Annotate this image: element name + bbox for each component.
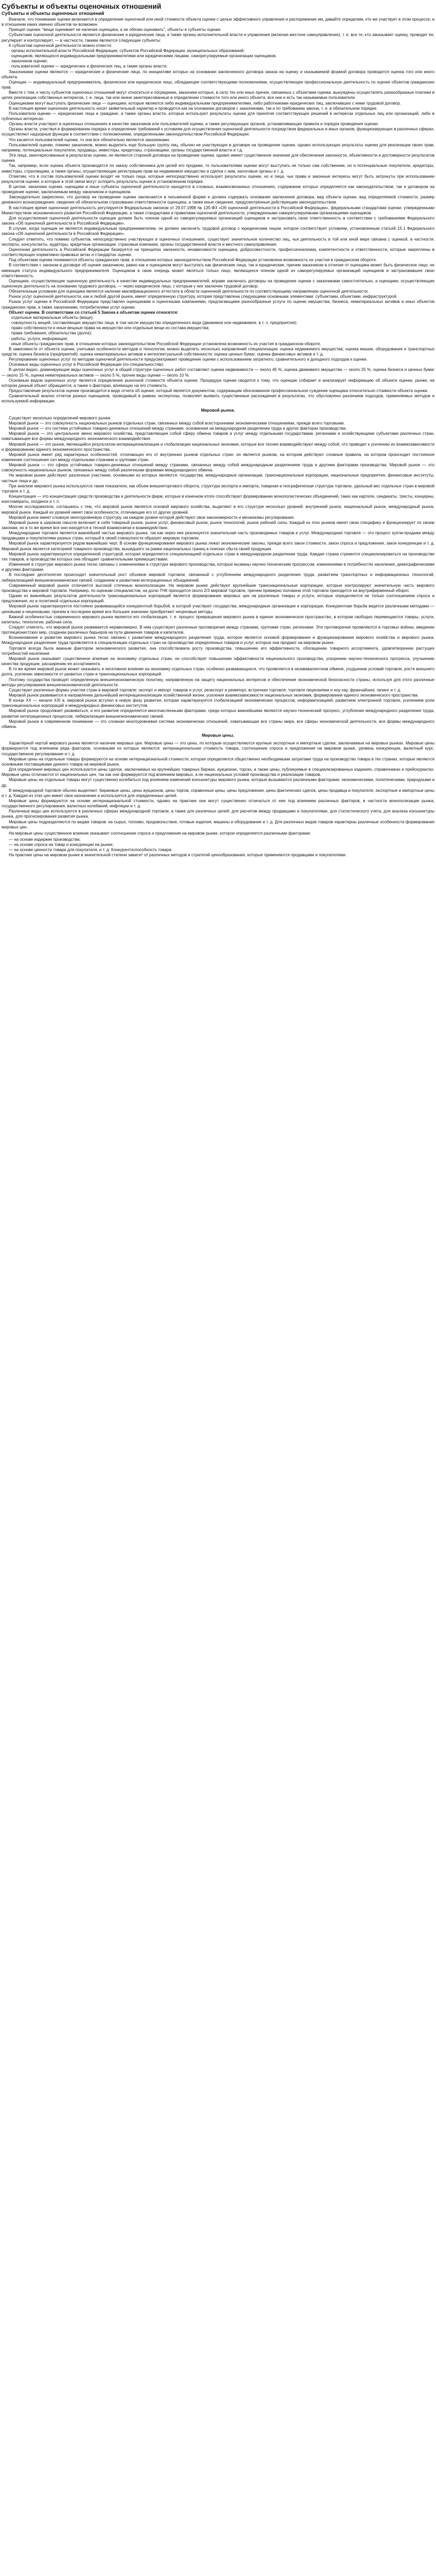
paragraph: Органы власти участвуют в оценочных отношениях в качестве заказчиков или пользователей оценки, а также регулирующих органов, устанавливающих правила и порядок проведения оценки. [9,122,379,127]
paragraph: Современный мировой рынок отличается высокой степенью монополизации. На мировом рынке действуют крупнейшие транснациональные корпорации, которые контролируют значительную часть мирового производства и мировой торговли. Например, по оценкам специалистов, на долю ТНК приходится около 2/3 мировой торговли, причем примерно половина этой торговли приходится на внутрифирменный оборот. [2,583,434,593]
paragraph: Мировой рынок характеризуется постоянно развивающейся конкурентной борьбой, в которой участвуют государства, международные организации и корпорации. Конкурентная борьба ведется различными методами — ценовыми и неценовыми, причем в последнее время все большее значение приобретают неценовые методы. [2,604,434,614]
page-title: Субъекты и объекты оценочных отношений [2,2,162,10]
paragraph: Поэтому государства проводят определенную внешнеэкономическую политику, направленную на защиту национальных интересов и обеспечение экономической безопасности страны, используя для этого различные методы регулирования внешнеэкономической деятельности. [2,677,434,687]
paragraph: Следует отметить, что помимо субъектов, непосредственно участвующих в оценочных отношениях, существует значительное количество лиц, чья деятельность в той или иной мере связана с оценкой, в частности: эксперты, консультанты, аудиторы, кредитные организации, страховые компании, органы государственной власти и местного самоуправления. [2,236,434,247]
section-heading: Мировой рынок. [201,408,235,413]
paragraph: Что касается пользователей оценки, то они все обязательно являются заказчиками. [9,137,170,142]
paragraph: Регулирование оценочных услуг по методам оценочной деятельности предусматривает проведение оценки с использованием затратного, сравнительного и доходного подходов к оценке. [9,357,368,362]
page-subtitle: Субъекты и объекты оценочных отношений [2,11,104,16]
paragraph: Рынок услуг оценки в Российской Федерации представлен оценщиками и оценочными компаниями, предлагающими разнообразные услуги по оценке имущества, бизнеса, нематериальных активов и иных объектов гражданских прав, а также заказчиками, потребителями услуг оценки. [2,299,434,310]
paragraph: Основным видом оценочных услуг является определение рыночной стоимости объекта оценки. Процедура оценки сводится к тому, что оценщик собирает и анализирует информацию об объекте оценки, рынке, на котором данный объект обращается, а также о факторах, влияющих на его стоимость. [2,378,434,388]
paragraph: Мировой рынок характеризуется рядом важнейших черт. В основе функционирования мирового рынка лежат экономические законы, прежде всего закон стоимости, закон спроса и предложения, закон конкуренции и т. д. Мировой рынок является категорией товарного производства, вышедшего за рамки национальных границ в поисках сбыта своей продукции. [2,541,434,551]
paragraph: · отдельные материальные объекты (вещи); [9,315,94,320]
paragraph: Мировые цены формируются на основе интернациональной стоимости, однако на практике они могут существенно отличаться от нее под влиянием различных факторов, в частности монополизации рынка, государственного регулирования, валютных колебаний, инфляции и т. д. [2,798,434,809]
paragraph: Заказчиками оценки являются — юридические и физические лица, по инициативе которых на основании заключенного договора заказа на оценку и оказываемой формой договора проводится оценка того или иного объекта. [2,69,434,79]
paragraph: Следует отметить, что мировой рынок развивается неравномерно. В нем существуют различные противоречия между странами, группами стран, регионами. Эти противоречия проявляются в торговых войнах, введении протекционистских мер, создании различных барьеров на пути движения товаров и капиталов. [2,624,434,635]
paragraph: Предоставление результатов оценки производится в виде отчета об оценке, который является документом, содержащим обоснованное профессиональное суждение оценщика относительно стоимости объекта оценки. [9,388,429,394]
paragraph: Концентрация — это концентрация средств производства и деятельности фирм, которые в конечном итоге способствуют формированию монополистических объединений, таких как картели, синдикаты, тресты, концерны, конгломераты, холдинги и т. п. [2,494,434,504]
paragraph: · пользователей оценки — юридических и физических лиц, а также органы власти. [9,64,168,69]
paragraph: Так, например, если оценка объекта производится по заказу собственника для целей его продажи, то пользователями оценки могут выступать не только сам собственник, но и потенциальные покупатели, кредиторы, инвесторы, страховщики, а также органы, осуществляющие регистрацию прав на недвижимое имущество и сделок с ним, налоговые органы и т. д. [2,163,434,174]
paragraph: Вместе с тем, к числу субъектов оценочных отношений могут относиться и посредники, заказчики которых, в силу тех или иных причин, связанных с объектами оценки, вынуждены осуществлять разнообразные платежи в целях реализации собственных интересов, т. е. лица, так или иначе заинтересованные в определении стоимости того или иного объекта, все они и есть так называемые пользователи. [2,90,434,100]
paragraph: Принцип оценки: "вещи оценивает не наличие оценщика, а не обязан оценивать", объекты и субъекты оценки. [9,27,222,32]
paragraph: Одним из важнейших результатов деятельности транснациональных корпораций является формирование мировых цен на различные товары и услуги, которые определяются не только соотношением спроса и предложения, но и политикой отдельных корпораций. [2,594,434,604]
paragraph: Основные виды оценочных услуг в Российской Федерации (по специальностям): [9,362,164,367]
paragraph: Для осуществления оценочной деятельности оценщик должен быть членом одной из саморегулируемых организаций оценщиков и застраховать свою ответственность в соответствии с требованиями Федерального закона «Об оценочной деятельности в Российской Федерации». [2,215,434,226]
paragraph: · оценщиков, являющихся индивидуальными предпринимателями или юридическими лицами, саморегулируемые организации оценщиков; [9,54,277,59]
paragraph: К субъектам оценочной деятельности можно отнести: [9,43,112,48]
paragraph: В целом видно, доминирующие виды оценочных услуг в общей структуре оценочных работ составляют оценка недвижимости — около 45 %, оценка движимого имущества — около 25 %, оценка бизнеса и ценных бумаг — около 15 %, оценка нематериальных активов — около 5 %, прочие виды оценки — около 10 %. [2,367,434,378]
paragraph: В международной торговле обычно выделяют: биржевые цены, цены аукционов, цены торгов, справочные цены, цены предложения, цены фактических сделок, цены продавца и покупателя, экспортные и импортные цены и т. д. Каждая из этих цен имеет свое назначение и используется для определенных целей. [2,788,434,798]
paragraph: Мировой рынок в современном понимании — это сложная многоуровневая система экономических отношений, охватывающая все страны мира, все сферы экономической деятельности, все формы международного обмена. [2,719,434,729]
paragraph: Различные виды цен используются в различных сферах международной торговли, а также для различных целей: для расчетов между продавцами и покупателями, для статистического учета, для анализа конъюнктуры рынка, для прогнозирования развития рынка. [2,809,434,819]
document-page [0,0,436,858]
paragraph: Мировой рынок — это сфера устойчивых товарно-денежных отношений между странами, связанных между собой международным разделением труда и другими факторами производства. Мировой рынок — это совокупность национальных рынков, связанных между собой различными формами международного обмена. [2,463,434,473]
paragraph: При анализе мирового рынка используются такие показатели, как объем внешнеторгового оборота, структура экспорта и импорта, товарная и географическая структура торговли, удельный вес отдельных стран в мировой торговле и т. д. [2,483,434,494]
paragraph: Возникновение и развитие мирового рынка тесно связано с развитием международного разделения труда, которое является основой формирования и функционирования мирового хозяйства и мирового рынка. Международное разделение труда проявляется в специализации отдельных стран на производстве определенных товаров и услуг, которые они продают на мировом рынке. [2,635,434,646]
paragraph: На мировые цены существенное влияние оказывает соотношение спроса и предложения на мировом рынке, которое определяется различными факторами: [9,831,311,836]
paragraph: Мировые цены подразделяются по видам товаров: на сырье, топливо, продовольствие, готовые изделия, машины и оборудование и т. д. Для различных видов товаров характерны различные особенности формирования мировых цен. [2,819,434,829]
paragraph: В то же время мировой рынок может оказывать и негативное влияние на экономику отдельных стран, особенно развивающихся, что проявляется в неэквивалентном обмене, ухудшении условий торговли, росте внешнего долга, усилении зависимости от развитых стран и транснациональных корпораций. [2,667,434,677]
paragraph: Отметим, что в состав пользователей оценки входят не только лица, которые непосредственно используют результаты оценки, но и лица, чьи права и законные интересы могут быть затронуты при использовании результатов оценки, и которые в этой связи могут оспорить результаты оценки в установленном порядке. [2,174,434,184]
paragraph: Мировой рынок характеризуется определенной структурой, которая определяется специализацией отдельных стран в международном разделении труда. Каждая страна стремится специализироваться на производстве тех товаров, в производстве которых она обладает сравнительными преимуществами. [2,551,434,562]
paragraph: В случае, когда оценщик не является индивидуальным предпринимателем, он должен заключить трудовой договор с юридическим лицом, которое соответствует условиям, установленным статьей 15.1 Федерального закона «Об оценочной деятельности в Российской Федерации». [2,226,434,236]
paragraph: · права требования, обязательства (долги); [9,331,92,336]
paragraph: Мировые цены на отдельные товары формируются на основе интернациональной стоимости, которая определяется общественно необходимыми затратами труда на производство товара в тех странах, которые являются основными поставщиками данного товара на мировой рынок. [2,756,434,767]
paragraph: Многие исследователи, соглашаясь с тем, что мировой рынок является основой мирового хозяйства, выделяют в его структуре несколько уровней: внутренний рынок, национальный рынок, международный рынок, мировой рынок. Каждый из уровней имеет свои особенности, отличающие его от других уровней. [2,504,434,515]
paragraph: Важной особенностью современного мирового рынка является его глобализация, т. е. процесс превращения мирового рынка в единое экономическое пространство, в котором свободно перемещаются товары, услуги, капиталы, технологии, рабочая сила. [2,614,434,624]
paragraph: Пользователи оценки — юридические лица и граждане, а также органы власти, которые используют результаты оценки для принятия соответствующих решений в интересах отдельных лиц или организаций, либо в публичных интересах. [2,111,434,121]
paragraph: Мировые цены на отдельные товары могут существенно колебаться под влиянием изменений конъюнктуры мирового рынка, которые вызываются различными факторами: экономическими, политическими, природными и др. [2,777,434,788]
paragraph: Рынок услуг оценочной деятельности, как и любой другой рынок, имеет определенную структуру, которая представлена следующими основными элементами: субъектами, объектами, инфраструктурой. [9,294,398,299]
paragraph: Мировой рынок — это система устойчивых товарно-денежных отношений между странами, основанная на международном разделении труда и других факторах производства. [9,426,347,431]
paragraph: Эти лица, заинтересованные в результатах оценки, не являются стороной договора на проведение оценки, однако имеют существенное значение для обеспечения законности, объективности и достоверности результатов оценки. [2,153,434,163]
paragraph: · органы исполнительной власти Российской Федерации, субъектов Российской Федерации, муниципальных образований; [9,48,245,53]
paragraph: Под объектами оценки понимаются объекты гражданских прав, в отношении которых законодательством Российской Федерации установлена возможность их участия в гражданском обороте. [9,258,377,263]
paragraph: · право собственности и иные вещные права на имущество или отдельные вещи из состава имущества; [9,326,210,331]
paragraph: Характерной чертой мирового рынка является наличие мировых цен. Мировые цены — это цены, по которым осуществляются крупные экспортные и импортные сделки, заключаемые на мировых рынках. Мировые цены формируются под влиянием ряда факторов, основными из которых являются: интернациональная стоимость товара, соотношение спроса и предложения на мировом рынке, уровень конкуренции, валютный курс, государственное регулирование и т. д. [2,741,434,756]
paragraph: · совокупность вещей, составляющих имущество лица, в том числе имущество определенного вида (движимое или недвижимое, в т. ч. предприятия); [9,320,298,326]
paragraph: В настоящее время оценочная деятельность регулируется Федеральным законом от 29.07.1998 № 135-ФЗ «Об оценочной деятельности в Российской Федерации», федеральными стандартами оценки, утвержденными Министерством экономического развития Российской Федерации, а также стандартами и правилами оценочной деятельности, утвержденными саморегулируемыми организациями оценщиков. [2,205,434,215]
paragraph: Вначале, что понимание оценки включается в определение оценочной или иной стоимости объекта оценки с целью эффективного управления и распоряжения им, давайте определим, кто же участвует в этом процессе, и в отношении каких именно объектов он возможен. [2,17,434,27]
paragraph: Существует несколько определений мирового рынка: [9,415,112,420]
paragraph: Мировой рынок имеет ряд характерных особенностей, отличающих его от внутренних рынков отдельных стран: он является рынком, на котором действуют сложные правила, на котором происходит постоянное изменение соотношения сил между отдельными странами и группами стран. [2,452,434,462]
paragraph: Мировой рынок — это рынок, являющийся результатом интернационализации и глобализации национальных экономик, которые все теснее взаимодействуют между собой, что приводит к усилению их взаимозависимости и формированию единого экономического пространства. [2,442,434,452]
paragraph: Для определения мировых цен используются цены сделок, заключаемых на крупнейших товарных биржах, аукционах, торгах, а также цены, публикуемые в специализированных изданиях, справочниках и прейскурантах. Мировые цены отличаются от национальных цен, так как они формируются под влиянием мировых, а не национальных условий производства и реализации товаров. [2,767,434,777]
document-body [2,17,434,858]
paragraph: Пользователей оценки, помимо заказчиков, можно выделить еще большую группу лиц, обычно не участвующих в договоре на проведение оценки, однако использующих результаты оценки для реализации своих прав, например, потенциальные покупатели, продавцы, инвесторы, кредиторы, страховщики, органы государственной власти и т.д. [2,142,434,152]
paragraph: Мировой рынок — это совокупность национальных рынков отдельных стран, связанных между собой всесторонними экономическими отношениями, прежде всего торговыми. [9,420,345,426]
paragraph: Органы власти, участвуя в формировании порядка и определении требований к условиям для осуществления оценочной деятельности посредством федеральных и иных органов, функционирующих в различных сферах, осуществляют надзорные функции в соответствии с полномочиями, определенными законодательством Российской Федерации. [2,127,434,137]
paragraph: — на основе издержек производства; [9,837,81,842]
paragraph: В соответствии с законом в договоре об оценке заказчиком, равно как и оценщиком могут выступать как физические лица, так и юридические, причем заказчиком в отличие от оценщика может быть физическое лицо, не имеющее статуса индивидуального предпринимателя. Оценщиком в свою очередь может являться только лицо, являющееся членом одной из саморегулируемых организаций оценщиков и застраховавшее свою ответственность. [2,263,434,278]
paragraph: Обязательным условием для оценщика является наличие квалификационного аттестата в области оценочной деятельности по соответствующему направлению оценочной деятельности. [9,289,369,294]
paragraph: На мировом рынке действуют различные участники, основными из которых являются: государства, международные организации, транснациональные корпорации, национальные предприятия, финансовые институты, частные лица и др. [2,473,434,483]
paragraph: Изменения в структуре мирового рынка тесно связаны с изменениями в структуре мирового производства, которые вызваны научно-техническим прогрессом, изменениями в потребностях населения, демографическими и другими факторами. [2,562,434,572]
paragraph: · иные объекты гражданских прав, в отношении которых законодательством Российской Федерации установлена возможность их участия в гражданском обороте. [9,341,321,346]
paragraph: Законодательно закреплено, что договор на проведение оценки заключается в письменной форме и должен содержать основания заключения договора, вид объекта оценки, вид определяемой стоимости, размер денежного вознаграждения, сведения об обязательном страховании ответственности оценщика, а также иные сведения, предусмотренные действующим законодательством. [2,195,434,205]
paragraph: Оценщик — индивидуальный предприниматель, физическое или юридическое лицо, обладающее соответствующими полномочиями, осуществляющее профессиональную деятельность по оценке объектов гражданских прав. [2,79,434,90]
paragraph: Оценщики, осуществляющие оценочную деятельность в качестве индивидуальных предпринимателей, вправе заключать договоры на проведение оценки с заказчиками самостоятельно, а оценщики, осуществляющие оценочную деятельность на основании трудового договора, — через юридическое лицо, с которым у них заключен трудовой договор. [2,278,434,289]
paragraph: В конце ХХ — начале ХХI в. мировой рынок вступил в новую фазу развития, которая характеризуется глобализацией экономических процессов, информатизацией, развитием электронной торговли, усилением роли транснациональных корпораций и международных финансовых институтов. [2,698,434,708]
paragraph: Мировой рынок развивается в направлении дальнейшей интернационализации хозяйственной жизни, усиления взаимозависимости национальных экономик, формирования единого экономического пространства. [9,693,419,698]
paragraph: · заказчиков оценки; [9,59,48,64]
paragraph: В последние десятилетия происходит значительный рост объемов мировой торговли, связанный с углублением международного разделения труда, развитием транспортных и информационных технологий, либерализацией внешнеэкономических связей, созданием и развитием интеграционных объединений. [2,572,434,583]
paragraph: На практике цены на мировом рынке в значительной степени зависят от различных методов и стратегий ценообразования, которые применяются продавцами и покупателями. [9,853,347,858]
paragraph: Мировой рынок — это центральное звено мирового хозяйства, представляющее собой сферу обмена товаров и услуг между отдельными государствами, регионами и хозяйствующими субъектами различных стран, охватывающее все формы международного экономического взаимодействия. [2,431,434,442]
paragraph: В целом, заказчики оценки, оценщики и иные субъекты оценочной деятельности находятся в сложных, взаимосвязанных отношениях, содержание которых определяется как законодательством, так и договором на проведение оценки, заключаемым между заказчиком и оценщиком. [2,184,434,195]
paragraph: Торговля всегда была важным фактором экономического развития, она способствовала росту производства, повышению его эффективности, обогащению товарного ассортимента, удовлетворению растущих потребностей населения. [2,646,434,656]
paragraph: Мировой рынок оказывает существенное влияние на экономику отдельных стран, он способствует повышению эффективности национального производства, ускорению научно-технического прогресса, улучшению качества продукции, расширению ее ассортимента. [2,656,434,667]
paragraph: В зависимости от объекта оценки, учитывая особенности методов и технологии, можно выделить несколько направлений специализации: оценка недвижимого имущества; оценка машин, оборудования и транспортных средств; оценка бизнеса (предприятий); оценка нематериальных активов и интеллектуальной собственности; оценка ценных бумаг; оценка финансовых активов и т. д. [2,346,434,357]
paragraph: Мировой рынок имеет сложную многоуровневую структуру, на каждом уровне которой действуют свои закономерности и механизмы регулирования. [9,515,295,520]
paragraph: Мировой рынок в широком смысле включает в себя товарный рынок, рынок услуг, финансовый рынок, рынок технологий, рынок рабочей силы. Каждый из этих рынков имеет свою специфику и функционирует по своим законам, но в то же время все они находятся в тесной взаимосвязи и взаимодействии. [2,520,434,530]
paragraph: В настоящее время оценочная деятельность носит заявительный характер и проводится как на основании договоров с заказчиками, так и по требованию закона, т. е. в обязательном порядке. [9,106,378,111]
paragraph: Мировой рынок продолжает развиваться, и его развитие определяется многочисленными факторами, среди которых важнейшими являются научно-технический прогресс, углубление международного разделения труда, развитие интеграционных процессов, либерализация внешнеэкономических связей. [2,708,434,719]
paragraph: Существуют различные формы участия стран в мировой торговле: экспорт и импорт товаров и услуг, реэкспорт и реимпорт, встречная торговля, торговля лицензиями и ноу-хау, франчайзинг, лизинг и т. д. [9,687,402,692]
paragraph: Оценочная деятельность в Российской Федерации базируется на принципах законности, независимости оценщика, добросовестности, профессионализма, компетентности и ответственности, которые закреплены в соответствующих нормативно-правовых актах и стандартах оценки. [2,247,434,258]
paragraph: · работы, услуги, информация; [9,336,68,341]
paragraph: Субъектами оценочной деятельности являются физические и юридические лица, а также органы исполнительной власти и управления (включая местное самоуправление), т. е. все те, кто заказывает оценку, проводит ее, регулирует и контролирует, — в частности, такими являются следующие субъекты: [2,32,434,43]
paragraph: Международная торговля является важнейшей частью мирового рынка, так как через нее реализуется значительная часть производимых товаров и услуг. Международная торговля — это процесс купли-продажи между продавцами и покупателями разных стран, который в своей совокупности образует мировую торговлю. [2,531,434,541]
paragraph: Оценщиками могут выступать физические лица — оценщики, которые являются либо индивидуальными предпринимателями, либо работниками юридических лиц, заключивших с ними трудовой договор. [9,100,402,106]
paragraph: Объект оценки. В соответствии со статьей 5 Закона к объектам оценки относятся: [9,310,179,315]
section-heading: Мировые цены. [201,733,235,738]
paragraph: — на основе спроса на товар и конкуренции на рынке; [9,842,114,848]
paragraph: — на основе ценности товара для покупателя, и т. д. Конкурентоспособность товара. [9,848,172,853]
paragraph: Сравнительный анализ отчетов разных оценщиков, проводимый в рамках экспертизы, позволяет выявить существенные расхождения в результатах, что обусловлено различием подходов, применяемых методов и используемой информации. [2,394,434,404]
